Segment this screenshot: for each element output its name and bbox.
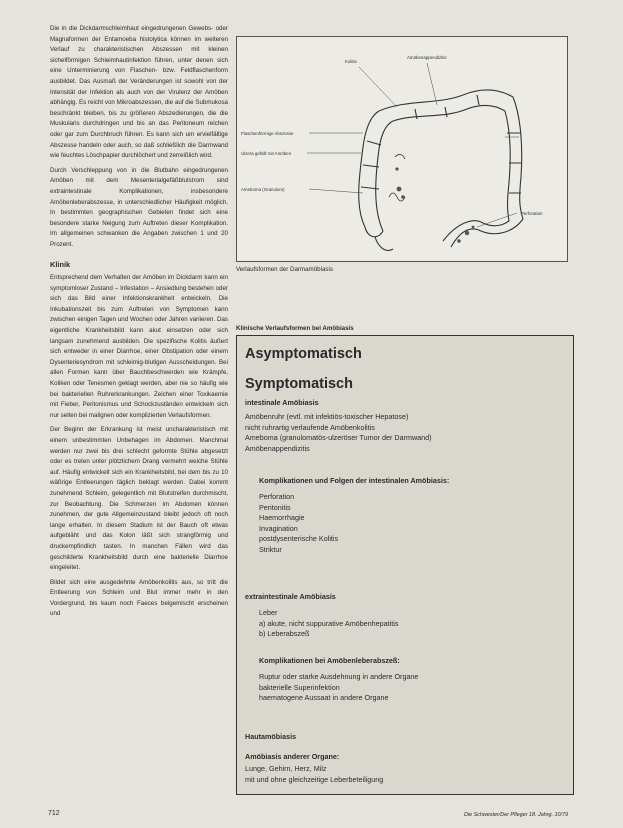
list-item: haematogene Aussaat in andere Organe (259, 693, 389, 703)
paragraph: Entsprechend dem Verhalten der Amöben im Dickdarm kann ein symptomloser Zustand – Infestation – Ansiedlung bestehen oder sich das Bild einer Infektionskrankheit entwickeln. Die Inkubationszeit bis zum Auftreten von Symptomen kann zwischen einigen Tagen und Wochen oder Jahren variieren. Das eigentliche Krankheitsbild kann akut einsetzen oder sich langsam zunehmend ausbilden. Die spezifische Kolitis äußert sich entweder in einer Diarrhoe, einer Obstipation oder einem Dysenteriesyndrom mit schleimig-blutigen Ausscheidungen. Bei allen Formen kann über Bauchbeschwerden wie Krämpfe, Koliken oder Tenesmen geklagt werden, aber nie so häufig wie bei bakteriellen Ruhrerkrankungen. Zeichen einer Toxikaemie mit Fieber, Peritonismus und Schockzuständen entwickeln sich nur selten bei malignen oder komplizierten Verlaufsformen. (50, 274, 228, 419)
page-number: 712 (48, 810, 60, 817)
label-abszesse: Flaschenförmige Abszesse (241, 131, 294, 136)
left-text-column (50, 24, 228, 624)
label-appendizitis: Amöbenappendizitis (407, 55, 447, 60)
paragraph: Bildet sich eine ausgedehnte Amöbenkolitis aus, so tritt die Entleerung von Schleim und Blut immer mehr in den Vordergrund, bis kaum noch Faeces beigemischt erscheinen und (50, 578, 228, 618)
list-item: Invagination (259, 523, 298, 533)
list-item: Leber (259, 608, 278, 617)
clinical-forms-box (236, 335, 574, 795)
list-item: bakterielle Superinfektion (259, 682, 340, 692)
colon-illustration (237, 37, 567, 261)
list-item: Ameboma (granulomatös-ulzeröser Tumor der Darmwand) (245, 433, 432, 443)
label-ameboma: Ameboma (Granulom) (241, 187, 285, 192)
list-item: Perforation (259, 492, 295, 501)
box-caption: Klinische Verlaufsformen bei Amöbiasis (236, 325, 354, 332)
journal-footer: Die Schwester/Der Pfleger 18. Jahrg. 10/79 (464, 812, 568, 818)
list-item: Ruptur oder starke Ausdehnung in andere Organe (259, 672, 419, 681)
list-item: Lunge, Gehirn, Herz, Milz (245, 764, 327, 773)
list-item: Haemorrhagie (259, 513, 305, 523)
heading-asymptomatisch: Asymptomatisch (245, 346, 362, 362)
paragraph: Der Beginn der Erkrankung ist meist uncharakteristisch mit einem unbestimmten Unbehagen im Abdomen. Manchmal werden nur zwei bis drei schlecht geformte Stühle abgesetzt oder es treten unter plötzlichem Drang vermehrt weiche Stühle auf. Häufig entwickelt sich ein Krankheitsbild, bei dem bis zu 10 wäßrige Entleerungen täglich beklagt werden. Dabei kommt zunehmend Schleim, gelegentlich mit Blutstreifen durchmischt, zur Beobachtung. Die Schmerzen im Abdomen können zunehmen, der gute Allgemeinzustand bleibt jedoch oft noch lange erhalten. In diesem Stadium ist der Bauch oft etwas aufgebläht und das Kolon läßt sich strangförmig und druckempfindlich tasten. In manchen Fällen wird das geschilderte Krankheitsbild durch eine bakterielle Diarrhoe eingeleitet. (50, 426, 228, 572)
komplikationen-leber-list (259, 672, 418, 704)
label-ulzera: Ulzera gefüllt mit Amöben (241, 151, 292, 156)
list-item: Amöbenappendizitis (245, 443, 310, 453)
komplikationen-intestinal-list (259, 492, 338, 556)
section-komplikationen-intestinal: Komplikationen und Folgen der intestinalen Amöbiasis: (259, 476, 450, 485)
list-item: b) Leberabszeß (259, 629, 310, 639)
label-kolitis: Kolitis (345, 59, 357, 64)
list-item: nicht ruhrartig verlaufende Amöbenkolitis (245, 422, 375, 432)
andere-organe-list (245, 764, 383, 785)
list-item: mit und ohne gleichzeitige Leberbeteiligung (245, 774, 384, 784)
list-item: Striktur (259, 544, 282, 554)
intestinale-list (245, 412, 432, 454)
extraintestinale-list (259, 608, 398, 640)
list-item: Peritonitis (259, 502, 291, 512)
label-perforation: Perforation (521, 211, 543, 216)
paragraph: Durch Verschleppung von in die Blutbahn eingedrungenen Amöben mit dem Mesenterialgefäßblutstrom sind extraintestinale Komplikationen, insbesondere Amöbenleberabszesse, in unterschiedlicher Häufigkeit möglich. In bestimmten geographischen Gebieten findet sich eine besondere starke Neigung zum Auftreten dieser Komplikation. Im allgemeinen schwanken die Angaben zwischen 1 und 20 Prozent. (50, 166, 228, 248)
list-item: a) akute, nicht suppurative Amöbenhepatitis (259, 618, 399, 628)
section-hautamoebiasis: Hautamöbiasis (245, 732, 297, 741)
figure-caption: Verlaufsformen der Darmamöbiasis (236, 266, 333, 273)
list-item: Amöbenruhr (evtl. mit infektiös-toxischer Hepatose) (245, 412, 409, 421)
list-item: postdysenterische Kolitis (259, 534, 339, 544)
section-extraintestinale: extraintestinale Amöbiasis (245, 592, 336, 601)
section-intestinale: intestinale Amöbiasis (245, 398, 319, 407)
heading-symptomatisch: Symptomatisch (245, 376, 353, 392)
paragraph: Die in die Dickdarmschleimhaut eingedrungenen Gewebs- oder Magnaformen der Entamoeba histolytica können im weiteren Verlauf zu charakteristischen Abszessen mit kleinen sichelförmigen Schleimhautinfektion führen, unter denen sich eine Unterminierung von Flaschen- bzw. Feldflaschenform ausbildet. Das Ausmaß der Veränderungen ist sowohl von der Intensität der Infektion als auch von der Virulenz der Amöben abhängig. Es reicht von Mikroabszessen, die auf die Submukosa beschränkt bleiben, bis zu größeren Abszedierungen, die die Muskularis durchdringen und bis an das Peritoneum reichen oder gar zum Durchbruch führen. Es kann sich um ervielfältige Abszesse handeln oder auch, so daß schließlich die Darmwand wie feuchtes Löschpapier durchlöchert und zerreißlich wird. (50, 25, 228, 160)
section-komplikationen-leber: Komplikationen bei Amöbenleberabszeß: (259, 656, 400, 665)
section-andere-organe: Amöbiasis anderer Organe: (245, 752, 340, 761)
section-heading-klinik: Klinik (50, 260, 71, 270)
colon-diagram-figure (236, 36, 568, 262)
